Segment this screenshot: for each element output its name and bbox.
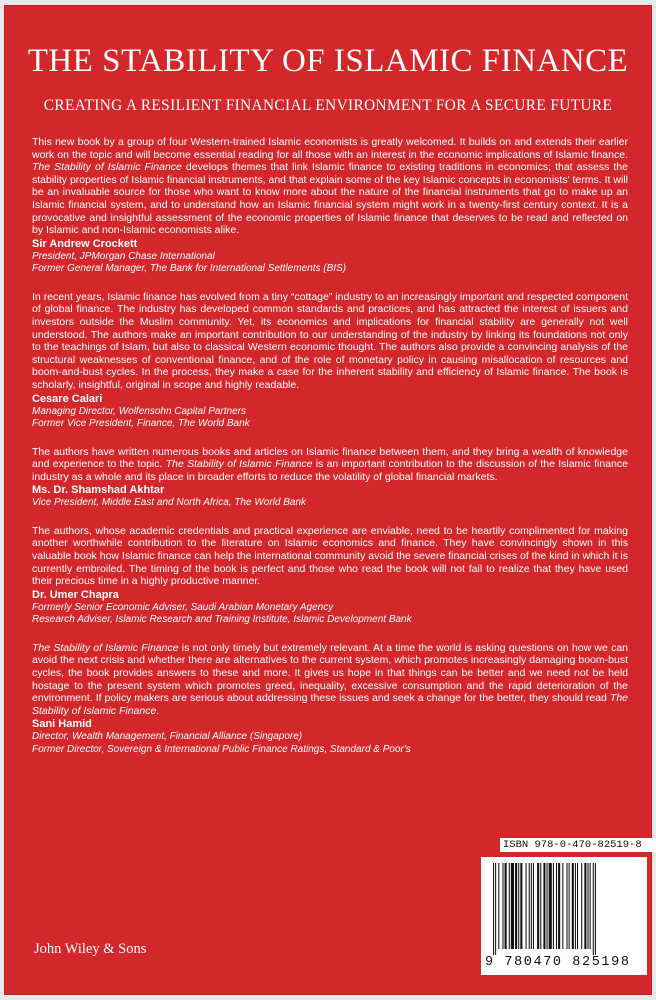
book-back-cover xyxy=(4,5,652,995)
review-crockett xyxy=(32,136,628,276)
review-quote xyxy=(32,136,628,237)
publisher-name: John Wiley & Sons xyxy=(34,941,147,957)
quote-book-title: The Stability of Islamic Finance xyxy=(165,458,313,471)
reviews-section xyxy=(32,136,628,771)
quote-book-title: The Stability of Islamic Finance xyxy=(32,692,628,717)
quote-text: The authors have written numerous books and articles on Islamic finance between them, and they bring a wealth of knowledge and experience to the topic. xyxy=(32,445,628,471)
reviewer-role: President, JPMorgan Chase International xyxy=(32,250,215,262)
reviewer-name: Sir Andrew Crockett xyxy=(32,237,138,250)
reviewer-name: Cesare Calari xyxy=(32,392,103,405)
reviewer-role: Former General Manager, The Bank for International Settlements (BIS) xyxy=(32,263,347,275)
quote-text: In recent years, Islamic finance has evolved from a tiny “cottage” industry to an increasingly important and respected component of global finance. The industry has developed common standards and practices, and has attracted the interest of issuers and investors outside the Muslim community. Yet, its economics and implications for financial stability are generally not well understood. The authors make an important contribution to our understanding of the industry by linking its foundations not only to the teachings of Islam, but also to classical Western economic thought. The authors also provide a convincing analysis of the structural weaknesses of conventional finance, and of the role of monetary policy in causing misallocation of resources and boom-and-bust cycles. In the process, they make a case for the inherent stability and efficiency of Islamic finance. The book is scholarly, insightful, original in scope and highly readable. xyxy=(32,290,628,391)
review-quote xyxy=(32,525,628,588)
review-calari xyxy=(32,291,628,431)
review-hamid xyxy=(32,642,628,757)
barcode-bars-icon xyxy=(491,863,637,955)
quote-text: This new book by a group of four Western-trained Islamic economists is greatly welcomed. It builds on and extends their earlier work on the topic and will become essential reading for all those with an interest in the economic implications of Islamic finance. xyxy=(32,136,628,161)
reviewer-role: Director, Wealth Management, Financial Alliance (Singapore) xyxy=(32,731,303,743)
quote-book-title: The Stability of Islamic Finance xyxy=(32,161,182,174)
isbn-label: ISBN 978-0-470-82519-8 xyxy=(500,838,656,852)
reviewer-role: Managing Director, Wolfensohn Capital Partners xyxy=(32,405,246,417)
quote-text: is not only timely but extremely relevant. At a time the world is asking questions on how we can avoid the next crisis and whether there are alternatives to the current system, which promotes increasingly damaging boom-bust cycles, the book provides answers to these and more. It gives us hope in that things can be better and we need not be held hostage to the present system which promotes greed, inequality, excessive consumption and the rapid deterioration of the environment. If policy makers are serious about addressing these issues and seek a change for the better, they should read xyxy=(32,641,628,705)
review-quote xyxy=(32,291,628,392)
book-title: THE STABILITY OF ISLAMIC FINANCE xyxy=(27,43,629,79)
reviewer-name: Dr. Umer Chapra xyxy=(32,588,119,601)
barcode xyxy=(481,857,647,975)
review-chapra xyxy=(32,525,628,627)
quote-text: The authors, whose academic credentials and practical experience are enviable, need to be heartily complimented for making another worthwhile contribution to the literature on Islamic economics and finance. They have convincingly shown in this valuable book how Islamic finance can help the international community avoid the severe financial crises of the kind in which it is currently embroiled. The timing of the book is perfect and those who read the book will not fail to realize that they have used their precious time in a highly productive manner. xyxy=(32,524,628,588)
quote-text: is an important contribution to the discussion of the Islamic finance industry as a whole and its place in broader efforts to reduce the volatility of global financial markets. xyxy=(32,458,629,483)
reviewer-role: Vice President, Middle East and North Africa, The World Bank xyxy=(32,497,307,509)
reviewer-role: Former Vice President, Finance, The World Bank xyxy=(32,418,250,429)
reviewer-role: Formerly Senior Economic Adviser, Saudi Arabian Monetary Agency xyxy=(32,601,334,613)
review-quote xyxy=(32,446,628,484)
barcode-digits: 9 780470 825198 xyxy=(485,955,631,970)
quote-text: develops themes that link Islamic finance to existing traditions in economics; that assess the stability properties of Islamic financial instruments, and that explain some of the key Islamic concepts in economists' terms. It will be an invaluable source for those who want to know more about the nature of the financial instruments that go to make up an Islamic financial system, and to understand how an Islamic financial system might work in a twenty-first century context. It is a provocative and insightful assessment of the economic properties of Islamic finance that deserves to be read and reflected on by Islamic and non-Islamic economists alike. xyxy=(32,161,628,237)
quote-text: . xyxy=(156,704,160,717)
reviewer-name: Ms. Dr. Shamshad Akhtar xyxy=(32,484,165,497)
reviewer-name: Sani Hamid xyxy=(32,718,92,731)
review-quote xyxy=(32,642,628,718)
quote-book-title: The Stability of Islamic Finance xyxy=(32,641,179,654)
book-subtitle: CREATING A RESILIENT FINANCIAL ENVIRONMENT FOR A SECURE FUTURE xyxy=(43,97,613,114)
reviewer-role: Research Adviser, Islamic Research and Training Institute, Islamic Development Bank xyxy=(32,614,412,626)
reviewer-role: Former Director, Sovereign & International Public Finance Ratings, Standard & Poor's xyxy=(32,743,411,755)
review-akhtar xyxy=(32,446,628,510)
